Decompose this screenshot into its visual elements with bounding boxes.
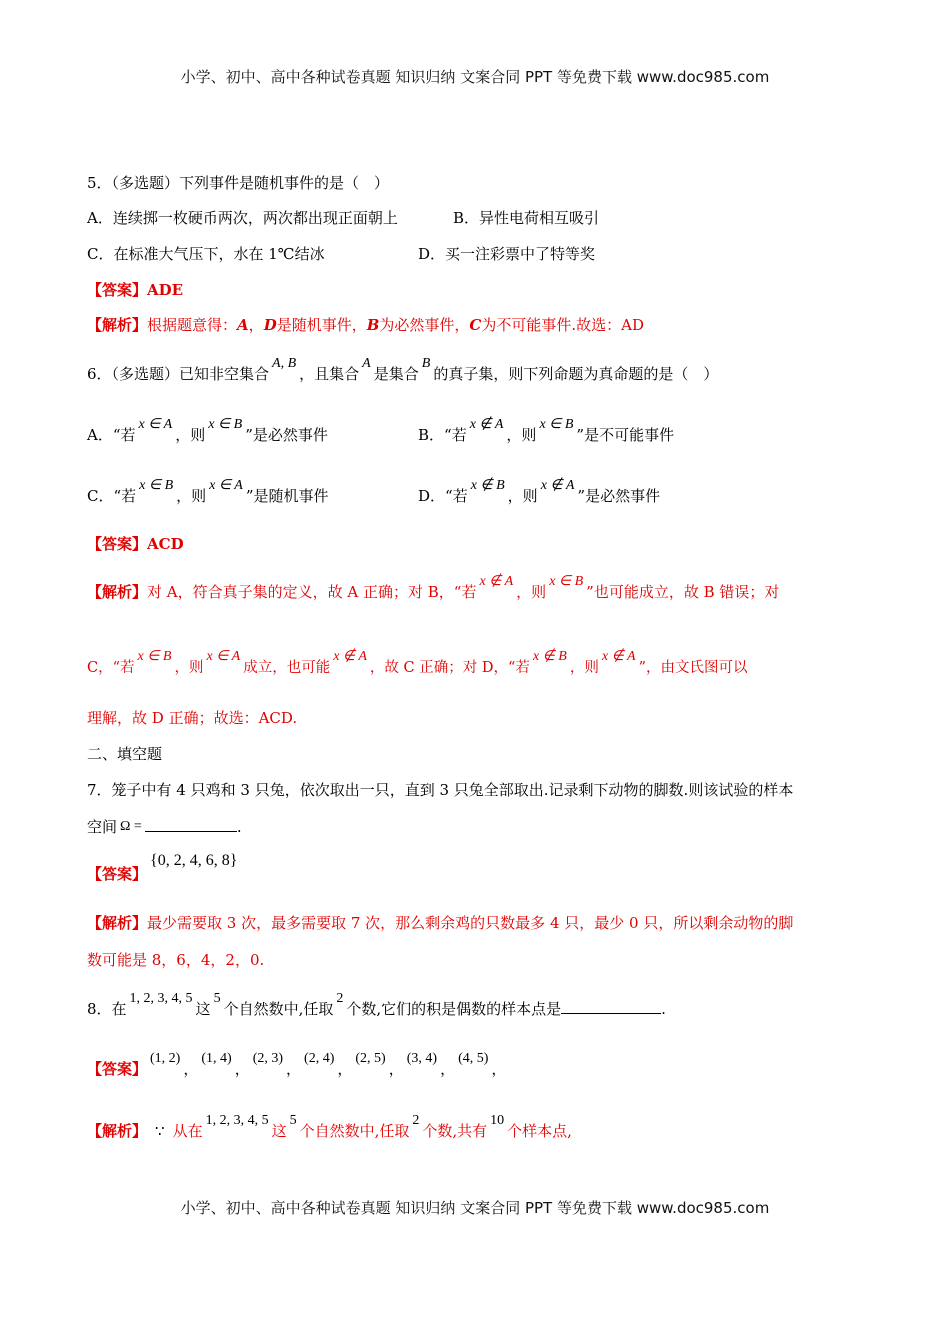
math-expr: x ∉ A bbox=[540, 478, 575, 493]
math-expr: B bbox=[421, 356, 431, 371]
option-text: B．“若 bbox=[418, 426, 467, 444]
q6-option-b bbox=[418, 417, 675, 447]
stem-text: 6．（多选题）已知非空集合 bbox=[87, 365, 270, 383]
analysis-text: ，则 bbox=[174, 660, 204, 676]
analysis-text: 个自然数中,任取 bbox=[299, 1122, 410, 1140]
stem-text: 8．在 bbox=[87, 1000, 127, 1018]
math-expr: 2 bbox=[412, 1113, 420, 1128]
analysis-text: 个数,共有 bbox=[422, 1122, 488, 1140]
math-expr: x ∉ A bbox=[469, 417, 504, 432]
option-text: ，则 bbox=[506, 426, 537, 444]
math-expr: 5 bbox=[213, 991, 221, 1006]
math-expr: x ∉ A bbox=[479, 574, 514, 589]
analysis-var: B bbox=[366, 316, 380, 334]
separator: ， bbox=[491, 1060, 507, 1078]
q6-option-a bbox=[87, 417, 328, 447]
answer-pair: (2, 5) bbox=[355, 1051, 386, 1066]
option-text: ”是必然事件 bbox=[245, 426, 328, 444]
analysis-label: 【解析】 bbox=[87, 583, 148, 601]
separator: ， bbox=[183, 1060, 199, 1078]
answer-value: ADE bbox=[147, 281, 184, 299]
analysis-text: 成立，也可能 bbox=[243, 660, 331, 676]
stem-text: . bbox=[236, 818, 242, 836]
separator: ， bbox=[440, 1060, 456, 1078]
math-expr: x ∈ B bbox=[208, 417, 243, 432]
analysis-label: 【解析】 bbox=[87, 316, 148, 334]
q7-analysis-line1 bbox=[87, 913, 793, 933]
math-expr: x ∈ B bbox=[549, 574, 584, 589]
q5-option-c: C．在标准大气压下，水在 1℃结冰 bbox=[87, 245, 325, 263]
stem-text: . bbox=[661, 1000, 666, 1018]
math-expr: x ∈ A bbox=[138, 417, 173, 432]
stem-text: 空间 bbox=[87, 818, 118, 836]
q5-analysis bbox=[87, 315, 644, 335]
stem-text: 是集合 bbox=[373, 365, 419, 383]
separator: ， bbox=[234, 1060, 250, 1078]
page-header: 小学、初中、高中各种试卷真题 知识归纳 文案合同 PPT 等免费下载 www.doc985.com bbox=[180, 68, 770, 86]
math-expr: x ∉ A bbox=[333, 649, 367, 664]
math-expr: Ω = bbox=[120, 819, 142, 834]
math-expr: 1, 2, 3, 4, 5 bbox=[205, 1113, 269, 1128]
analysis-text: ”也可能成立，故 B 错误；对 bbox=[586, 583, 780, 601]
q6-stem bbox=[87, 356, 719, 386]
because-symbol: ∵ bbox=[155, 1122, 165, 1140]
q5-option-a: A．连续掷一枚硬币两次，两次都出现正面朝上 bbox=[87, 209, 398, 227]
analysis-text: 根据题意得： bbox=[147, 316, 238, 334]
analysis-text: C，“若 bbox=[87, 660, 135, 676]
math-expr: x ∉ B bbox=[532, 649, 567, 664]
stem-text: 这 bbox=[195, 1000, 211, 1018]
q7-stem-line1: 7．笼子中有 4 只鸡和 3 只兔，依次取出一只，直到 3 只兔全部取出.记录剩下动物的脚数.则该试验的样本 bbox=[87, 781, 794, 799]
answer-blank bbox=[145, 817, 237, 832]
answer-blank bbox=[561, 999, 661, 1014]
analysis-text: 对 A，符合真子集的定义，故 A 正确；对 B，“若 bbox=[147, 583, 477, 601]
analysis-text: 为不可能事件.故选：AD bbox=[481, 316, 645, 334]
answer-pair: (1, 2) bbox=[150, 1051, 181, 1066]
q5-option-d: D．买一注彩票中了特等奖 bbox=[418, 245, 596, 263]
option-text: D．“若 bbox=[418, 487, 468, 505]
option-text: ”是必然事件 bbox=[577, 487, 661, 505]
answer-label: 【答案】 bbox=[87, 1060, 148, 1078]
analysis-text: ，故 C 正确；对 D，“若 bbox=[369, 660, 530, 676]
option-text: ”是不可能事件 bbox=[576, 426, 675, 444]
math-expr: x ∉ B bbox=[470, 478, 505, 493]
option-text: ”是随机事件 bbox=[245, 487, 329, 505]
analysis-text: 这 bbox=[271, 1122, 287, 1140]
stem-text: 的真子集，则下列命题为真命题的是（ ） bbox=[433, 365, 719, 383]
option-text: ，则 bbox=[175, 426, 206, 444]
option-text: ，则 bbox=[176, 487, 207, 505]
q5-answer bbox=[87, 280, 183, 300]
page-footer: 小学、初中、高中各种试卷真题 知识归纳 文案合同 PPT 等免费下载 www.doc985.com bbox=[180, 1199, 770, 1217]
q5-stem: 5．（多选题）下列事件是随机事件的是（ ） bbox=[87, 174, 390, 192]
answer-pair: (2, 4) bbox=[304, 1051, 335, 1066]
q6-option-c bbox=[87, 478, 329, 508]
math-expr: x ∈ B bbox=[137, 649, 172, 664]
option-text: ，则 bbox=[507, 487, 538, 505]
stem-text: ，且集合 bbox=[299, 365, 360, 383]
answer-pair: (3, 4) bbox=[406, 1051, 438, 1066]
separator: ， bbox=[337, 1060, 353, 1078]
analysis-text: 个样本点, bbox=[507, 1122, 572, 1140]
separator: ， bbox=[286, 1060, 302, 1078]
answer-label: 【答案】 bbox=[87, 281, 148, 299]
answer-value: ACD bbox=[147, 535, 184, 553]
q8-stem bbox=[87, 991, 666, 1021]
math-expr: A, B bbox=[272, 356, 297, 371]
math-expr: 2 bbox=[336, 991, 344, 1006]
q6-analysis-line2 bbox=[87, 649, 748, 679]
answer-label: 【答案】 bbox=[87, 535, 148, 553]
analysis-text: ”，由文氏图可以 bbox=[638, 660, 748, 676]
separator: ， bbox=[388, 1060, 404, 1078]
q6-analysis-line1 bbox=[87, 574, 780, 604]
math-expr: x ∉ A bbox=[601, 649, 636, 664]
math-expr: A bbox=[362, 356, 371, 371]
q6-option-d bbox=[418, 478, 661, 508]
answer-pair: (1, 4) bbox=[201, 1051, 232, 1066]
math-expr: x ∈ A bbox=[209, 478, 243, 493]
analysis-text: 为必然事件， bbox=[379, 316, 470, 334]
analysis-text: ，则 bbox=[516, 583, 547, 601]
stem-text: 个数,它们的积是偶数的样本点是 bbox=[346, 1000, 562, 1018]
q7-analysis-line2: 数可能是 8，6，4，2，0. bbox=[87, 951, 265, 969]
answer-label: 【答案】 bbox=[87, 865, 148, 883]
q8-analysis bbox=[87, 1113, 572, 1143]
analysis-var: D bbox=[263, 316, 277, 334]
stem-text: 个自然数中,任取 bbox=[223, 1000, 334, 1018]
answer-pair: (4, 5) bbox=[458, 1051, 489, 1066]
math-expr: x ∈ A bbox=[206, 649, 241, 664]
section-title: 二、填空题 bbox=[87, 745, 163, 763]
math-expr: x ∈ B bbox=[539, 417, 574, 432]
q8-answer bbox=[87, 1051, 507, 1081]
analysis-text: 最少需要取 3 次，最多需要取 7 次，那么剩余鸡的只数最多 4 只，最少 0 只，所以剩余动物的脚 bbox=[147, 914, 794, 932]
option-text: C．“若 bbox=[87, 487, 137, 505]
analysis-label: 【解析】 bbox=[87, 914, 148, 932]
analysis-label: 【解析】 bbox=[87, 1122, 148, 1140]
q7-stem-line2 bbox=[87, 817, 242, 839]
analysis-text: 从在 bbox=[172, 1122, 203, 1140]
option-text: A．“若 bbox=[87, 426, 136, 444]
analysis-var: A bbox=[237, 316, 249, 334]
answer-value: {0, 2, 4, 6, 8} bbox=[150, 852, 238, 869]
analysis-text: 是随机事件， bbox=[276, 316, 367, 334]
analysis-var: C bbox=[469, 316, 482, 334]
q6-analysis-line3: 理解，故 D 正确；故选：ACD. bbox=[87, 709, 298, 727]
math-expr: 1, 2, 3, 4, 5 bbox=[129, 991, 193, 1006]
analysis-text: ， bbox=[248, 316, 264, 334]
math-expr: 5 bbox=[289, 1113, 297, 1128]
answer-pair: (2, 3) bbox=[252, 1051, 284, 1066]
math-expr: 10 bbox=[490, 1113, 505, 1128]
q5-option-b: B．异性电荷相互吸引 bbox=[453, 209, 600, 227]
analysis-text: ，则 bbox=[569, 660, 599, 676]
q7-answer bbox=[87, 852, 240, 885]
q6-answer bbox=[87, 534, 184, 554]
math-expr: x ∈ B bbox=[139, 478, 174, 493]
